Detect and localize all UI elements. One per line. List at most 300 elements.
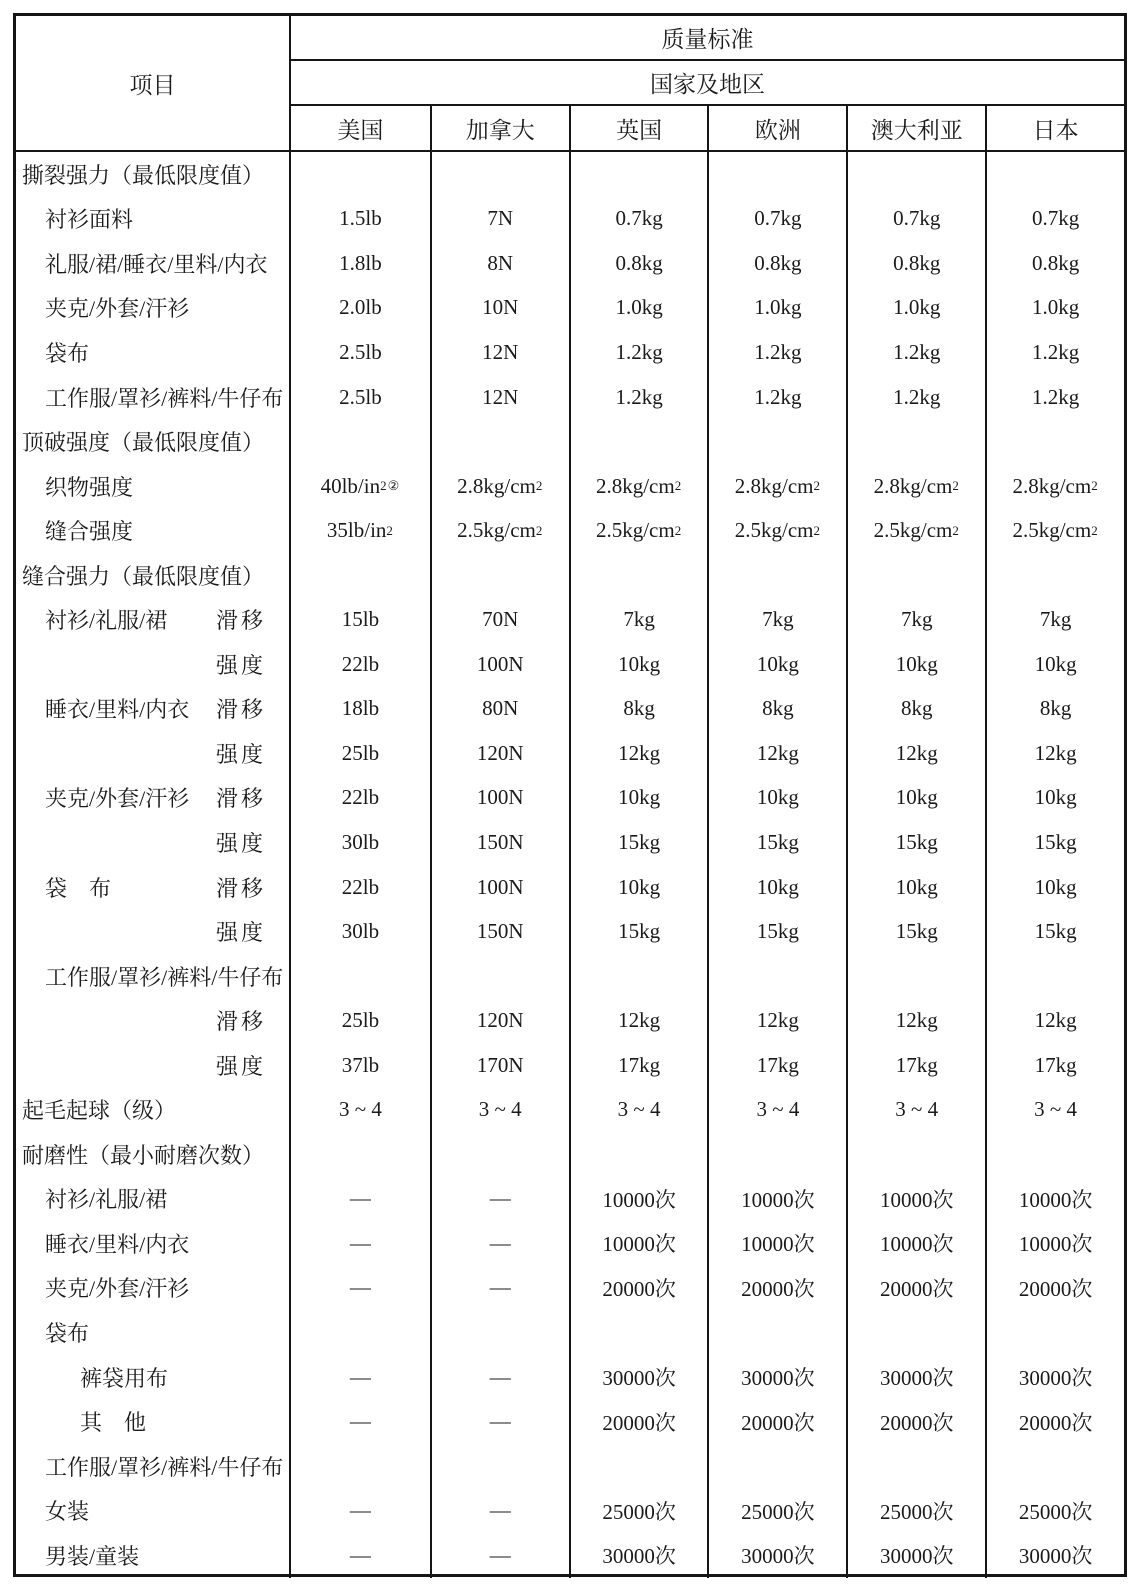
value-cell-r12-c4: 8kg — [846, 687, 985, 732]
value-cell-r14-c2: 10kg — [569, 776, 708, 821]
row-label: 缝合强力（最低限度值） — [22, 563, 265, 589]
row-values — [291, 998, 1124, 1043]
row-values — [291, 909, 1124, 954]
table-row — [16, 508, 1124, 553]
value-cell-r13-c1: 120N — [430, 731, 569, 776]
value-cell-r1-c1: 7N — [430, 197, 569, 242]
table-row — [16, 1221, 1124, 1266]
value-cell-r17-c3: 15kg — [707, 909, 846, 954]
value-cell-r0-c0 — [291, 152, 430, 197]
row-values — [291, 820, 1124, 865]
value-cell-r15-c2: 15kg — [569, 820, 708, 865]
quality-standards-table — [13, 13, 1127, 1577]
value-cell-r6-c5 — [985, 419, 1124, 464]
value-cell-r21-c2: 3 ~ 4 — [569, 1087, 708, 1132]
value-cell-r30-c0: — — [349, 1498, 371, 1523]
value-cell-r25-c5: 20000次 — [985, 1266, 1124, 1311]
value-cell-r19-c1: 120N — [430, 998, 569, 1043]
value-cell-r12-c2: 8kg — [569, 687, 708, 732]
row-label: 夹克/外套/汗衫 — [45, 1276, 190, 1302]
value-cell-r1-c2: 0.7kg — [569, 197, 708, 242]
value-cell-r26-c1 — [430, 1310, 569, 1355]
value-cell-r0-c4 — [846, 152, 985, 197]
row-values — [291, 241, 1124, 286]
table-row — [16, 330, 1124, 375]
value-cell-r12-c5: 8kg — [985, 687, 1124, 732]
value-cell-r2-c3: 0.8kg — [707, 241, 846, 286]
value-cell-r22-c0 — [291, 1132, 430, 1177]
value-cell-r25-c0: — — [349, 1275, 371, 1300]
row-values — [291, 776, 1124, 821]
value-cell-r31-c2: 30000次 — [569, 1533, 708, 1578]
value-cell-r10-c2: 7kg — [569, 597, 708, 642]
value-cell-r20-c5: 17kg — [985, 1043, 1124, 1088]
row-label-cell — [16, 731, 291, 776]
value-cell-r31-c0: — — [349, 1542, 371, 1567]
value-cell-r19-c0: 25lb — [341, 1008, 380, 1033]
value-cell-r18-c2 — [569, 954, 708, 999]
value-cell-r7-c0: 40lb/in 2② — [320, 473, 401, 498]
value-cell-r21-c3: 3 ~ 4 — [707, 1087, 846, 1132]
value-cell-r29-c1 — [430, 1444, 569, 1489]
row-label-cell — [16, 642, 291, 687]
table-row — [16, 865, 1124, 910]
value-cell-r20-c1: 170N — [430, 1043, 569, 1088]
value-cell-r13-c0: 25lb — [341, 740, 380, 765]
value-cell-r27-c4: 30000次 — [846, 1355, 985, 1400]
row-label-cell — [16, 820, 291, 865]
table-row — [16, 1310, 1124, 1355]
row-sublabel: 滑移 — [216, 1009, 267, 1035]
row-label-cell — [16, 1266, 291, 1311]
value-cell-r0-c3 — [707, 152, 846, 197]
value-cell-r9-c3 — [707, 553, 846, 598]
table-row — [16, 687, 1124, 732]
row-values — [291, 1399, 1124, 1444]
value-cell-r8-c5: 2.5kg/cm 2 — [985, 508, 1124, 553]
row-values — [291, 197, 1124, 242]
value-cell-r9-c1 — [430, 553, 569, 598]
value-cell-r22-c1 — [430, 1132, 569, 1177]
value-cell-r10-c0: 15lb — [341, 607, 380, 632]
value-cell-r6-c4 — [846, 419, 985, 464]
value-cell-r31-c1: — — [430, 1533, 569, 1578]
value-cell-r11-c1: 100N — [430, 642, 569, 687]
row-sublabel: 滑移 — [216, 697, 267, 723]
value-cell-r30-c4: 25000次 — [846, 1488, 985, 1533]
row-label: 男装/童装 — [45, 1543, 140, 1569]
row-label: 工作服/罩衫/裤料/牛仔布 — [45, 1454, 284, 1480]
value-cell-r21-c4: 3 ~ 4 — [846, 1087, 985, 1132]
value-cell-r13-c5: 12kg — [985, 731, 1124, 776]
value-cell-r24-c5: 10000次 — [985, 1221, 1124, 1266]
header-quality-standard: 质量标准 — [291, 16, 1124, 61]
value-cell-r13-c3: 12kg — [707, 731, 846, 776]
value-cell-r2-c1: 8N — [430, 241, 569, 286]
value-cell-r3-c5: 1.0kg — [985, 286, 1124, 331]
value-cell-r21-c5: 3 ~ 4 — [985, 1087, 1124, 1132]
row-label-cell — [16, 419, 291, 464]
row-sublabel: 强度 — [216, 920, 267, 946]
value-cell-r0-c1 — [430, 152, 569, 197]
row-label-cell — [16, 687, 291, 732]
row-label-cell — [16, 508, 291, 553]
row-values — [291, 687, 1124, 732]
value-cell-r3-c4: 1.0kg — [846, 286, 985, 331]
value-cell-r4-c5: 1.2kg — [985, 330, 1124, 375]
row-label-cell — [16, 330, 291, 375]
value-cell-r24-c4: 10000次 — [846, 1221, 985, 1266]
value-cell-r12-c0: 18lb — [341, 696, 380, 721]
value-cell-r2-c5: 0.8kg — [985, 241, 1124, 286]
value-cell-r9-c4 — [846, 553, 985, 598]
value-cell-r27-c1: — — [430, 1355, 569, 1400]
value-cell-r30-c5: 25000次 — [985, 1488, 1124, 1533]
value-cell-r22-c3 — [707, 1132, 846, 1177]
value-cell-r20-c2: 17kg — [569, 1043, 708, 1088]
value-cell-r26-c5 — [985, 1310, 1124, 1355]
value-cell-r26-c4 — [846, 1310, 985, 1355]
value-cell-r4-c4: 1.2kg — [846, 330, 985, 375]
row-label: 工作服/罩衫/裤料/牛仔布 — [45, 385, 284, 411]
value-cell-r26-c0 — [291, 1310, 430, 1355]
row-label: 礼服/裙/睡衣/里料/内衣 — [45, 251, 268, 277]
value-cell-r17-c2: 15kg — [569, 909, 708, 954]
row-label-cell — [16, 286, 291, 331]
table-row — [16, 776, 1124, 821]
value-cell-r28-c2: 20000次 — [569, 1399, 708, 1444]
header-country-region: 国家及地区 — [291, 61, 1124, 106]
row-label-cell — [16, 1355, 291, 1400]
row-label-cell — [16, 776, 291, 821]
row-label-cell — [16, 597, 291, 642]
row-label: 袋布 — [45, 1320, 90, 1346]
row-label: 袋布 — [45, 340, 90, 366]
value-cell-r2-c2: 0.8kg — [569, 241, 708, 286]
header-item-column: 项目 — [16, 16, 291, 150]
row-values — [291, 464, 1124, 509]
value-cell-r29-c3 — [707, 1444, 846, 1489]
row-values — [291, 1355, 1124, 1400]
value-cell-r29-c4 — [846, 1444, 985, 1489]
row-sublabel: 强度 — [216, 652, 267, 678]
row-label-cell — [16, 241, 291, 286]
row-values — [291, 1087, 1124, 1132]
value-cell-r10-c1: 70N — [430, 597, 569, 642]
column-header-4: 澳大利亚 — [846, 106, 985, 150]
row-values — [291, 1177, 1124, 1222]
row-label-cell — [16, 909, 291, 954]
value-cell-r28-c1: — — [430, 1399, 569, 1444]
row-values — [291, 553, 1124, 598]
table-row — [16, 1444, 1124, 1489]
value-cell-r17-c5: 15kg — [985, 909, 1124, 954]
column-header-5: 日本 — [985, 106, 1124, 150]
value-cell-r6-c3 — [707, 419, 846, 464]
value-cell-r23-c2: 10000次 — [569, 1177, 708, 1222]
value-cell-r1-c5: 0.7kg — [985, 197, 1124, 242]
value-cell-r29-c0 — [291, 1444, 430, 1489]
row-values — [291, 1221, 1124, 1266]
value-cell-r14-c1: 100N — [430, 776, 569, 821]
value-cell-r5-c5: 1.2kg — [985, 375, 1124, 420]
value-cell-r28-c5: 20000次 — [985, 1399, 1124, 1444]
value-cell-r4-c1: 12N — [430, 330, 569, 375]
column-header-0: 美国 — [337, 117, 384, 143]
row-values — [291, 1266, 1124, 1311]
value-cell-r3-c0: 2.0lb — [339, 295, 382, 320]
value-cell-r25-c2: 20000次 — [569, 1266, 708, 1311]
value-cell-r11-c4: 10kg — [846, 642, 985, 687]
value-cell-r20-c0: 37lb — [341, 1052, 380, 1077]
value-cell-r10-c3: 7kg — [707, 597, 846, 642]
value-cell-r16-c2: 10kg — [569, 865, 708, 910]
value-cell-r12-c1: 80N — [430, 687, 569, 732]
row-label: 衬衫/礼服/裙 — [45, 1187, 168, 1213]
value-cell-r16-c3: 10kg — [707, 865, 846, 910]
value-cell-r18-c1 — [430, 954, 569, 999]
value-cell-r10-c4: 7kg — [846, 597, 985, 642]
value-cell-r27-c0: — — [349, 1364, 371, 1389]
row-label: 撕裂强力（最低限度值） — [22, 162, 265, 188]
value-cell-r9-c5 — [985, 553, 1124, 598]
value-cell-r6-c0 — [291, 419, 430, 464]
value-cell-r15-c1: 150N — [430, 820, 569, 865]
value-cell-r21-c0: 3 ~ 4 — [338, 1097, 382, 1122]
value-cell-r11-c2: 10kg — [569, 642, 708, 687]
value-cell-r26-c3 — [707, 1310, 846, 1355]
row-label-cell — [16, 553, 291, 598]
value-cell-r3-c1: 10N — [430, 286, 569, 331]
row-label: 顶破强度（最低限度值） — [22, 430, 265, 456]
value-cell-r0-c5 — [985, 152, 1124, 197]
table-row — [16, 642, 1124, 687]
row-values — [291, 1488, 1124, 1533]
row-values — [291, 597, 1124, 642]
table-row — [16, 820, 1124, 865]
row-label: 睡衣/里料/内衣 — [45, 697, 190, 723]
value-cell-r25-c4: 20000次 — [846, 1266, 985, 1311]
row-label-cell — [16, 464, 291, 509]
row-values — [291, 1310, 1124, 1355]
row-label-cell — [16, 1444, 291, 1489]
row-label-cell — [16, 1087, 291, 1132]
value-cell-r5-c1: 12N — [430, 375, 569, 420]
row-label: 衬衫面料 — [45, 207, 134, 233]
value-cell-r5-c0: 2.5lb — [339, 384, 382, 409]
value-cell-r19-c3: 12kg — [707, 998, 846, 1043]
value-cell-r5-c2: 1.2kg — [569, 375, 708, 420]
value-cell-r7-c4: 2.8kg/cm 2 — [846, 464, 985, 509]
table-row — [16, 1488, 1124, 1533]
value-cell-r17-c4: 15kg — [846, 909, 985, 954]
value-cell-r10-c5: 7kg — [985, 597, 1124, 642]
row-sublabel: 滑移 — [216, 786, 267, 812]
value-cell-r23-c5: 10000次 — [985, 1177, 1124, 1222]
value-cell-r27-c5: 30000次 — [985, 1355, 1124, 1400]
value-cell-r14-c4: 10kg — [846, 776, 985, 821]
row-label: 起毛起球（级） — [22, 1098, 177, 1124]
value-cell-r0-c2 — [569, 152, 708, 197]
value-cell-r8-c2: 2.5kg/cm 2 — [569, 508, 708, 553]
value-cell-r22-c5 — [985, 1132, 1124, 1177]
value-cell-r17-c1: 150N — [430, 909, 569, 954]
table-body — [16, 152, 1124, 1578]
value-cell-r31-c5: 30000次 — [985, 1533, 1124, 1578]
row-label: 夹克/外套/汗衫 — [45, 296, 190, 322]
value-cell-r11-c0: 22lb — [341, 651, 380, 676]
table-row — [16, 1177, 1124, 1222]
value-cell-r23-c1: — — [430, 1177, 569, 1222]
row-sublabel: 强度 — [216, 741, 267, 767]
row-values — [291, 1043, 1124, 1088]
value-cell-r16-c4: 10kg — [846, 865, 985, 910]
row-label-cell — [16, 954, 291, 999]
value-cell-r27-c2: 30000次 — [569, 1355, 708, 1400]
table-row — [16, 998, 1124, 1043]
value-cell-r1-c3: 0.7kg — [707, 197, 846, 242]
value-cell-r9-c2 — [569, 553, 708, 598]
column-header-2: 英国 — [569, 106, 708, 150]
row-values — [291, 1132, 1124, 1177]
row-values — [291, 419, 1124, 464]
value-cell-r20-c3: 17kg — [707, 1043, 846, 1088]
table-header — [16, 16, 1124, 152]
row-label-cell — [16, 865, 291, 910]
table-row — [16, 1355, 1124, 1400]
table-row — [16, 241, 1124, 286]
table-row — [16, 731, 1124, 776]
value-cell-r24-c3: 10000次 — [707, 1221, 846, 1266]
value-cell-r14-c5: 10kg — [985, 776, 1124, 821]
value-cell-r25-c1: — — [430, 1266, 569, 1311]
value-cell-r23-c0: — — [349, 1186, 371, 1211]
table-row — [16, 286, 1124, 331]
value-cell-r15-c4: 15kg — [846, 820, 985, 865]
value-cell-r29-c5 — [985, 1444, 1124, 1489]
value-cell-r1-c0: 1.5lb — [339, 206, 382, 231]
value-cell-r7-c2: 2.8kg/cm 2 — [569, 464, 708, 509]
row-label-cell — [16, 1310, 291, 1355]
value-cell-r2-c4: 0.8kg — [846, 241, 985, 286]
row-label: 工作服/罩衫/裤料/牛仔布 — [45, 964, 284, 990]
row-label-cell — [16, 998, 291, 1043]
table-row — [16, 909, 1124, 954]
row-sublabel: 滑移 — [216, 608, 267, 634]
row-values — [291, 642, 1124, 687]
table-row — [16, 1266, 1124, 1311]
value-cell-r8-c0: 35lb/in 2 — [326, 518, 394, 543]
value-cell-r23-c3: 10000次 — [707, 1177, 846, 1222]
value-cell-r3-c3: 1.0kg — [707, 286, 846, 331]
row-label: 女装 — [45, 1499, 90, 1525]
value-cell-r6-c2 — [569, 419, 708, 464]
table-row — [16, 152, 1124, 197]
column-header-3: 欧洲 — [707, 106, 846, 150]
row-label-cell — [16, 1177, 291, 1222]
row-values — [291, 152, 1124, 197]
value-cell-r12-c3: 8kg — [707, 687, 846, 732]
value-cell-r25-c3: 20000次 — [707, 1266, 846, 1311]
row-label-cell — [16, 1132, 291, 1177]
value-cell-r18-c4 — [846, 954, 985, 999]
value-cell-r22-c4 — [846, 1132, 985, 1177]
row-values — [291, 1444, 1124, 1489]
row-values — [291, 954, 1124, 999]
value-cell-r4-c3: 1.2kg — [707, 330, 846, 375]
row-label: 袋 布 — [45, 875, 112, 901]
value-cell-r11-c3: 10kg — [707, 642, 846, 687]
value-cell-r31-c4: 30000次 — [846, 1533, 985, 1578]
value-cell-r28-c0: — — [349, 1409, 371, 1434]
value-cell-r18-c5 — [985, 954, 1124, 999]
value-cell-r24-c0: — — [349, 1230, 371, 1255]
column-header-1: 加拿大 — [430, 106, 569, 150]
row-sublabel: 强度 — [216, 1053, 267, 1079]
value-cell-r30-c3: 25000次 — [707, 1488, 846, 1533]
value-cell-r4-c0: 2.5lb — [339, 339, 382, 364]
row-label: 缝合强度 — [45, 519, 134, 545]
row-label-cell — [16, 1043, 291, 1088]
value-cell-r31-c3: 30000次 — [707, 1533, 846, 1578]
value-cell-r7-c5: 2.8kg/cm 2 — [985, 464, 1124, 509]
value-cell-r20-c4: 17kg — [846, 1043, 985, 1088]
row-values — [291, 731, 1124, 776]
value-cell-r15-c5: 15kg — [985, 820, 1124, 865]
value-cell-r3-c2: 1.0kg — [569, 286, 708, 331]
value-cell-r29-c2 — [569, 1444, 708, 1489]
value-cell-r28-c3: 20000次 — [707, 1399, 846, 1444]
value-cell-r17-c0: 30lb — [341, 919, 380, 944]
value-cell-r16-c1: 100N — [430, 865, 569, 910]
value-cell-r2-c0: 1.8lb — [339, 250, 382, 275]
value-cell-r26-c2 — [569, 1310, 708, 1355]
value-cell-r5-c3: 1.2kg — [707, 375, 846, 420]
value-cell-r15-c3: 15kg — [707, 820, 846, 865]
table-row — [16, 375, 1124, 420]
table-row — [16, 197, 1124, 242]
value-cell-r19-c2: 12kg — [569, 998, 708, 1043]
table-row — [16, 597, 1124, 642]
value-cell-r22-c2 — [569, 1132, 708, 1177]
table-row — [16, 553, 1124, 598]
value-cell-r19-c5: 12kg — [985, 998, 1124, 1043]
row-values — [291, 375, 1124, 420]
row-label-cell — [16, 1533, 291, 1578]
row-sublabel: 强度 — [216, 830, 267, 856]
value-cell-r11-c5: 10kg — [985, 642, 1124, 687]
row-label-cell — [16, 375, 291, 420]
header-country-row — [291, 106, 1124, 150]
row-values — [291, 508, 1124, 553]
value-cell-r19-c4: 12kg — [846, 998, 985, 1043]
value-cell-r8-c3: 2.5kg/cm 2 — [707, 508, 846, 553]
row-label-cell — [16, 197, 291, 242]
value-cell-r8-c4: 2.5kg/cm 2 — [846, 508, 985, 553]
table-row — [16, 1087, 1124, 1132]
value-cell-r14-c3: 10kg — [707, 776, 846, 821]
row-sublabel: 滑移 — [216, 875, 267, 901]
value-cell-r18-c3 — [707, 954, 846, 999]
value-cell-r14-c0: 22lb — [341, 785, 380, 810]
row-label-cell — [16, 152, 291, 197]
row-label: 其 他 — [80, 1410, 147, 1436]
value-cell-r27-c3: 30000次 — [707, 1355, 846, 1400]
value-cell-r23-c4: 10000次 — [846, 1177, 985, 1222]
row-values — [291, 330, 1124, 375]
value-cell-r13-c4: 12kg — [846, 731, 985, 776]
value-cell-r9-c0 — [291, 553, 430, 598]
